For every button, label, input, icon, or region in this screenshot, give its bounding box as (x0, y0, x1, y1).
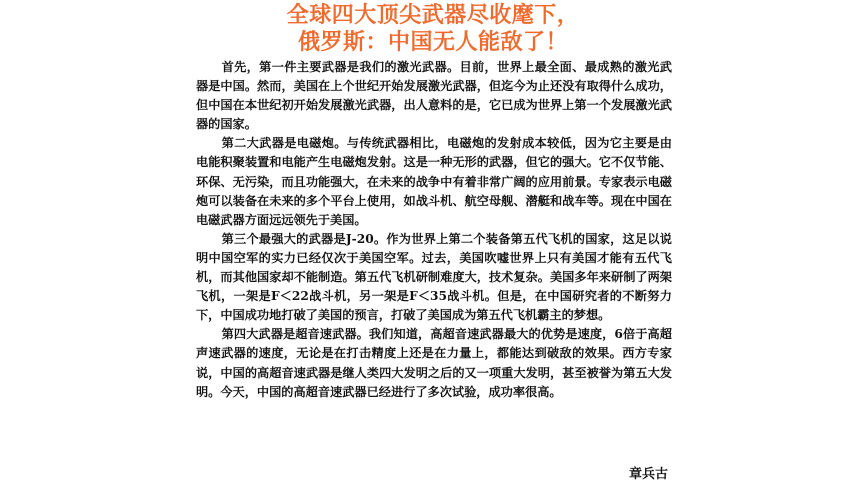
paragraph-j20: 第三个最强大的武器是J-20。作为世界上第二个装备第五代飞机的国家，这足以说明中国空军的实力已经仅次于美国空军。过去，美国吹嘘世界上只有美国才能有五代飞机，而其他国家却不能制造。第五代飞机研制难度大，技术复杂。美国多年来研制了两架飞机，一架是F＜22战斗机，另一架是F＜35战斗机。但是，在中国研究者的不断努力下，中国成功地打破了美国的预言，打破了美国成为第五代飞机霸主的梦想。 (196, 231, 672, 323)
paragraph-laser-weapons: 首先，第一件主要武器是我们的激光武器。目前，世界上最全面、最成熟的激光武器是中国。然而，美国在上个世纪开始发展激光武器，但迄今为止还没有取得什么成功，但中国在本世纪初开始发展激光武器，出人意料的是，它已成为世界上第一个发展激光武器的国家。 (196, 60, 672, 132)
author-signature: 章兵古 (628, 467, 668, 482)
article-title (188, 2, 678, 56)
paragraph-railgun: 第二大武器是电磁炮。与传统武器相比，电磁炮的发射成本较低，因为它主要是由电能积聚装置和电能产生电磁炮发射。这是一种无形的武器，但它的强大。它不仅节能、环保、无污染，而且功能强大，在未来的战争中有着非常广阔的应用前景。专家表示电磁炮可以装备在未来的多个平台上使用，如战斗机、航空母舰、潜艇和战车等。现在中国在电磁武器方面远远领先于美国。 (196, 136, 672, 227)
paragraph-hypersonic: 第四大武器是超音速武器。我们知道，高超音速武器最大的优势是速度，6倍于高超声速武器的速度，无论是在打击精度上还是在力量上，都能达到破敌的效果。西方专家说，中国的高超音速武器是继人类四大发明之后的又一项重大发明，甚至被誉为第五大发明。今天，中国的高超音速武器已经进行了多次试验，成功率很高。 (196, 327, 672, 399)
article-page (188, 0, 678, 490)
title-line-1: 全球四大顶尖武器尽收麾下， (286, 3, 580, 28)
article-body (196, 58, 672, 402)
title-line-2: 俄罗斯：中国无人能敌了！ (297, 30, 568, 55)
